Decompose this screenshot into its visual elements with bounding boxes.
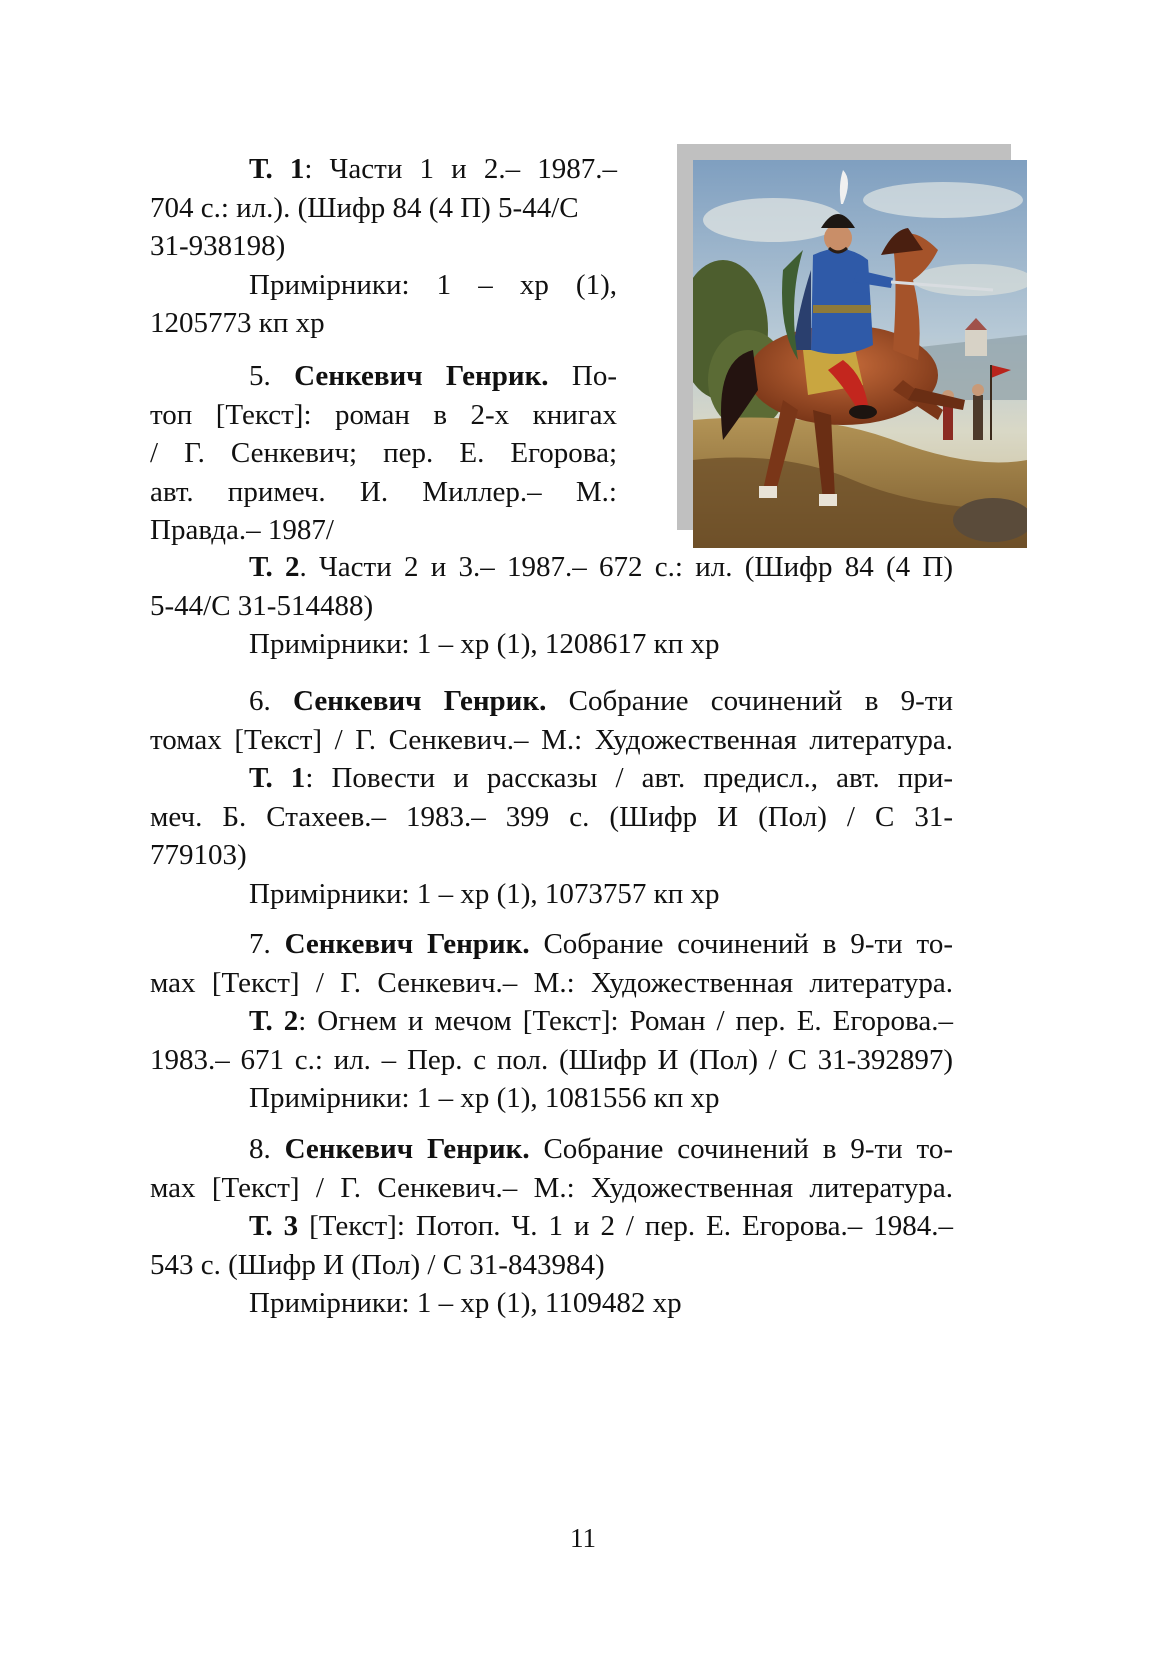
entry-7-vol-line-2: 1983.– 671 с.: ил. – Пер. с пол. (Шифр И (Пол) / С 31-392897)	[150, 1043, 953, 1076]
volume-text: : Огнем и мечом [Текст]: Роман / пер. Е. Егорова.–	[298, 1005, 953, 1037]
painting-cossack-horseman-icon	[693, 160, 1027, 548]
entry-author: Сенкевич Генрик.	[293, 685, 547, 717]
entry-number: 5.	[249, 360, 271, 392]
entry-8-title-start: Собрание сочинений в 9-ти то-	[543, 1133, 953, 1165]
entry-8-vol-line-2: 543 с. (Шифр И (Пол) / С 31-843984)	[150, 1248, 605, 1281]
entry-8-copies: Примірники: 1 – хр (1), 1109482 хр	[249, 1287, 682, 1319]
page-number: 11	[570, 1523, 596, 1553]
entry-6-title-start: Собрание сочинений в 9-ти	[568, 685, 953, 717]
entry-6-copies: Примірники: 1 – хр (1), 1073757 кп хр	[249, 877, 720, 910]
entry-5-title-start: По-	[571, 360, 618, 392]
entry-5-line-4: авт. примеч. И. Миллер.– М.:	[150, 475, 617, 508]
entry-5-copies: Примірники: 1 – хр (1), 1208617 кп хр	[249, 628, 720, 660]
entry-t1-copies-a: Примірники: 1 – хр (1),	[249, 268, 617, 301]
entry-6-line-2: томах [Текст] / Г. Сенкевич.– М.: Художественная литература.	[150, 723, 953, 756]
entry-number: 8.	[249, 1133, 271, 1165]
entry-6-line-1	[150, 682, 953, 721]
entry-5-line-5: Правда.– 1987/	[150, 514, 334, 546]
entry-t1-continuation	[150, 150, 617, 343]
entry-5-vol-line-1	[150, 548, 953, 587]
entry-6-vol-line-3: 779103)	[150, 839, 247, 871]
entry-5-line-3: / Г. Сенкевич; пер. Е. Егорова;	[150, 437, 617, 469]
entry-6-vol-line-2: меч. Б. Стахеев.– 1983.– 399 с. (Шифр И (Пол) / С 31-	[150, 800, 953, 833]
entry-8-line-1	[150, 1130, 953, 1169]
entry-8-vol-line-1	[150, 1207, 953, 1246]
volume-label: Т. 2	[249, 551, 300, 583]
volume-label: Т. 2	[249, 1005, 299, 1037]
entry-7-copies: Примірники: 1 – хр (1), 1081556 кп хр	[249, 1082, 720, 1114]
entry-7-vol-line-1	[150, 1002, 953, 1041]
illustration-painting	[693, 160, 1027, 548]
volume-label: Т. 3	[249, 1210, 299, 1242]
volume-text: [Текст]: Потоп. Ч. 1 и 2 / пер. Е. Егорова.– 1984.–	[309, 1210, 953, 1242]
entry-t1-line-2: 704 с.: ил.). (Шифр 84 (4 П) 5-44/С	[150, 191, 579, 224]
entry-t1-line-1	[150, 150, 617, 189]
volume-text: : Повести и рассказы / авт. предисл., авт. при-	[305, 762, 954, 794]
entry-6	[150, 682, 953, 913]
entry-5-line-1	[150, 357, 617, 396]
volume-text: : Части 1 и 2.– 1987.–	[304, 153, 617, 185]
entry-5-volume	[150, 548, 953, 664]
volume-label: Т. 1	[249, 762, 306, 794]
entry-t1-copies-b: 1205773 кп хр	[150, 307, 325, 339]
entry-number: 7.	[249, 928, 271, 960]
volume-label: Т. 1	[249, 153, 305, 185]
entry-8	[150, 1130, 953, 1323]
entry-author: Сенкевич Генрик.	[284, 1133, 530, 1165]
entry-5-vol-line-2: 5-44/С 31-514488)	[150, 589, 374, 622]
entry-7-title-start: Собрание сочинений в 9-ти то-	[543, 928, 953, 960]
entry-6-vol-line-1	[150, 759, 953, 798]
entry-5	[150, 357, 617, 550]
entry-7-line-1	[150, 925, 953, 964]
entry-author: Сенкевич Генрик.	[284, 928, 530, 960]
entry-7-line-2: мах [Текст] / Г. Сенкевич.– М.: Художественная литература.	[150, 966, 953, 999]
entry-5-line-2: топ [Текст]: роман в 2-х книгах	[150, 398, 617, 431]
entry-8-line-2: мах [Текст] / Г. Сенкевич.– М.: Художественная литература.	[150, 1171, 953, 1204]
entry-7	[150, 925, 953, 1118]
entry-author: Сенкевич Генрик.	[294, 360, 549, 392]
entry-number: 6.	[249, 685, 271, 717]
entry-t1-line-3: 31-938198)	[150, 230, 286, 262]
volume-text: . Части 2 и 3.– 1987.– 672 с.: ил. (Шифр 84 (4 П)	[299, 551, 953, 583]
